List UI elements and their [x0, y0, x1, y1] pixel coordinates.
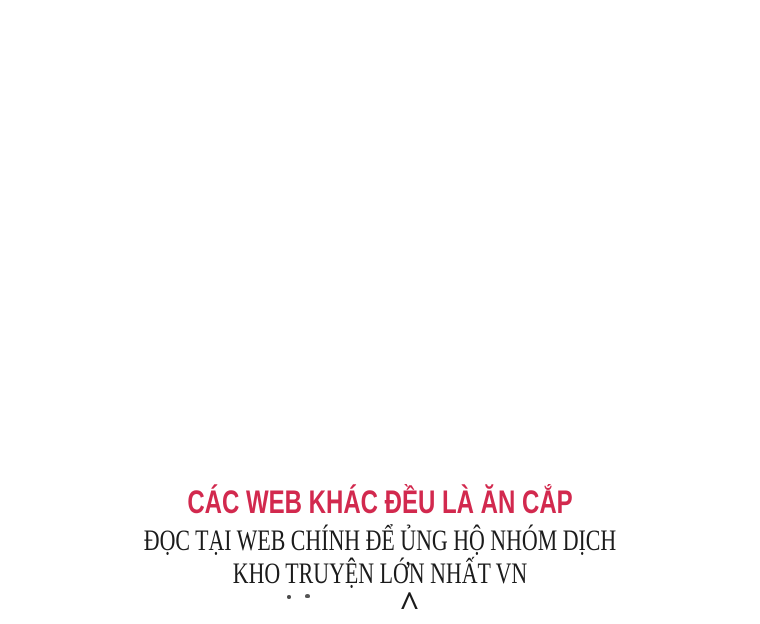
credit-line-2: ĐỌC TẠI WEB CHÍNH ĐỂ ỦNG HỘ NHÓM DỊCH: [143, 524, 617, 557]
clipped-diacritic-dot: [305, 594, 310, 598]
credit-line-3: KHO TRUYỆN LỚN NHẤT VN: [232, 557, 528, 590]
clipped-diacritic-dot: [287, 595, 291, 599]
credit-headline: CÁC WEB KHÁC ĐỀU LÀ ĂN CẮP: [187, 484, 573, 520]
clipped-circumflex-accent: ^: [399, 584, 420, 624]
